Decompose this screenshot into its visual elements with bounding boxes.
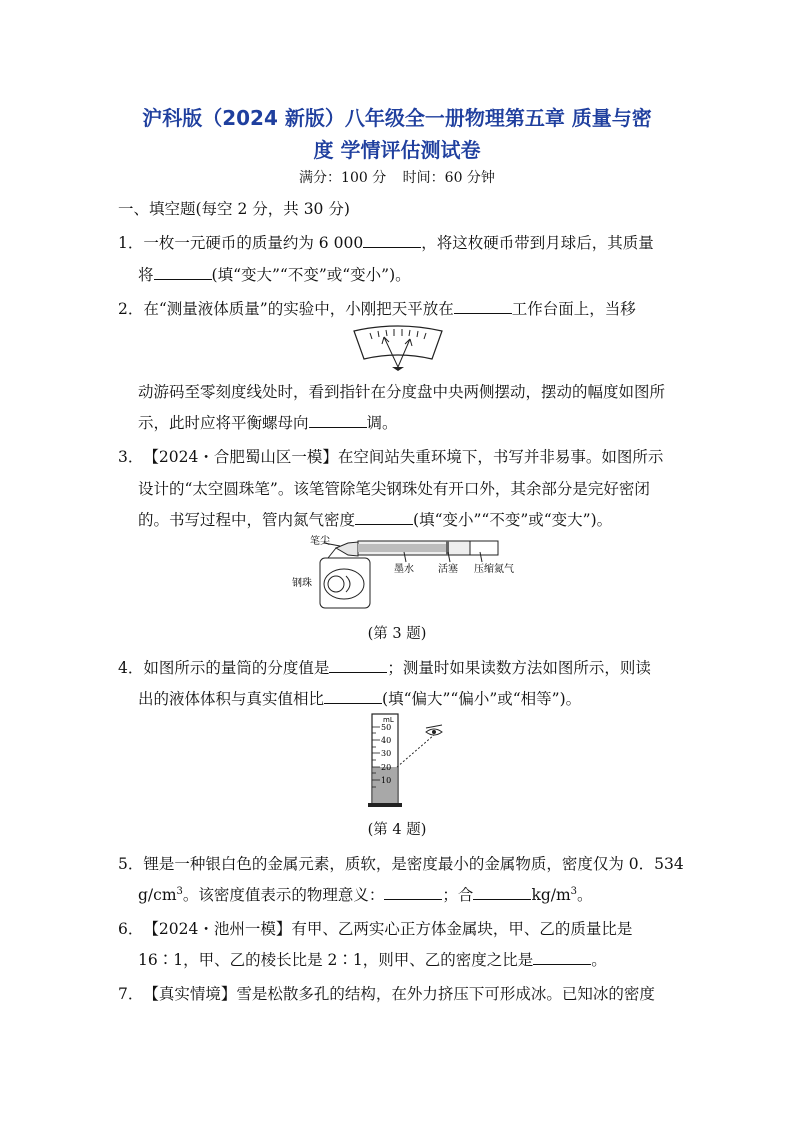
answer-blank[interactable] xyxy=(309,413,367,428)
question-7-text-a: 【真实情境】雪是松散多孔的结构，在外力挤压下可形成冰。已知冰的密度 xyxy=(143,985,655,1003)
question-2-line-3 xyxy=(138,411,398,433)
question-5-text-c: ；合 xyxy=(442,886,474,904)
question-4-text-b: ；测量时如果读数方法如图所示，则读 xyxy=(387,659,651,677)
question-1-line-1 xyxy=(118,231,654,253)
question-4-text-a: 如图所示的量筒的分度值是 xyxy=(143,659,330,677)
answer-blank[interactable] xyxy=(154,265,212,280)
unit-label: mL xyxy=(383,716,394,724)
question-2-text-c: 示，此时应将平衡螺母向 xyxy=(138,414,309,432)
exam-title xyxy=(110,102,684,166)
nitrogen-label: 压缩氮气 xyxy=(474,564,514,575)
tick-label: 10 xyxy=(381,776,392,785)
tick-label: 20 xyxy=(381,763,392,772)
answer-blank[interactable] xyxy=(324,689,382,704)
question-6-line-2 xyxy=(138,948,607,970)
answer-blank[interactable] xyxy=(329,658,387,673)
question-3-number: 3． xyxy=(118,448,144,466)
answer-blank[interactable] xyxy=(533,950,591,965)
question-4-line-1 xyxy=(118,656,651,678)
question-2-text-a: 在“测量液体质量”的实验中，小刚把天平放在 xyxy=(143,300,454,318)
question-2-number: 2． xyxy=(118,300,144,318)
superscript: 3 xyxy=(176,885,183,897)
tick-label: 30 xyxy=(381,749,392,758)
graduated-cylinder-figure xyxy=(364,712,450,808)
question-3-line-1 xyxy=(118,445,663,467)
question-5-number: 5． xyxy=(118,855,144,873)
question-1-text-d: (填“变大”“不变”或“变小”)。 xyxy=(211,266,411,284)
pen-tip-label: 笔尖 xyxy=(310,536,330,547)
answer-blank[interactable] xyxy=(363,233,421,248)
question-5-text-b: 。该密度值表示的物理意义： xyxy=(182,886,385,904)
question-3-line-2: 设计的“太空圆珠笔”。该笔管除笔尖钢珠处有开口外，其余部分是完好密闭 xyxy=(138,480,650,498)
question-2-text-b: 工作台面上，当移 xyxy=(511,300,636,318)
question-6-text-b: 16∶1，甲、乙的棱长比是 2∶1，则甲、乙的密度之比是 xyxy=(138,951,534,969)
question-5-line-2 xyxy=(138,883,593,905)
question-5-line-1 xyxy=(118,852,684,874)
time-limit: 时间：60 分钟 xyxy=(402,170,495,186)
answer-blank[interactable] xyxy=(355,510,413,525)
question-7-line-1 xyxy=(118,982,655,1004)
figure-4-caption: (第 4 题) xyxy=(367,822,427,838)
question-3-text-c: (填“变小”“不变”或“变大”)。 xyxy=(413,511,613,529)
title-line-2: 度 学情评估测试卷 xyxy=(313,138,481,162)
question-1-text-c: 将 xyxy=(138,266,154,284)
steel-ball-label: 钢珠 xyxy=(292,578,312,589)
ink-label: 墨水 xyxy=(394,564,414,575)
question-7-number: 7． xyxy=(118,985,144,1003)
question-6-text-a: 【2024・池州一模】有甲、乙两实心正方体金属块，甲、乙的质量比是 xyxy=(143,920,633,938)
figure-3-caption: (第 3 题) xyxy=(367,626,427,642)
space-pen-figure xyxy=(288,534,528,614)
tick-label: 40 xyxy=(381,736,392,745)
superscript: 3 xyxy=(570,885,578,897)
question-5-unit-a: g/cm xyxy=(138,886,177,904)
question-2-text-d: 调。 xyxy=(366,414,398,432)
full-score: 满分：100 分 xyxy=(299,170,387,186)
question-1-text-b: ，将这枚硬币带到月球后，其质量 xyxy=(421,234,654,252)
section-heading: 一、填空题(每空 2 分，共 30 分) xyxy=(118,200,350,218)
tick-label: 50 xyxy=(381,723,392,732)
question-4-text-d: (填“偏大”“偏小”或“相等”)。 xyxy=(382,690,582,708)
question-3-text-b: 的。书写过程中，管内氮气密度 xyxy=(138,511,356,529)
question-1-line-2 xyxy=(138,263,411,285)
question-6-text-c: 。 xyxy=(591,951,607,969)
question-2-line-2: 动游码至零刻度线处时，看到指针在分度盘中央两侧摆动，摆动的幅度如图所 xyxy=(138,383,666,401)
question-5-unit-b: kg/m xyxy=(531,886,571,904)
answer-blank[interactable] xyxy=(473,885,531,900)
question-3-line-3 xyxy=(138,508,612,530)
balance-scale-figure xyxy=(348,323,448,373)
question-5-text-a: 锂是一种银白色的金属元素，质软，是密度最小的金属物质，密度仅为 0．534 xyxy=(143,855,684,873)
answer-blank[interactable] xyxy=(384,885,442,900)
question-1-number: 1． xyxy=(118,234,144,252)
question-4-line-2 xyxy=(138,687,581,709)
question-2-line-1 xyxy=(118,297,636,319)
exam-meta xyxy=(0,167,794,187)
question-5-text-d: 。 xyxy=(577,886,593,904)
question-4-number: 4． xyxy=(118,659,144,677)
title-line-1: 沪科版（2024 新版）八年级全一册物理第五章 质量与密 xyxy=(142,106,652,130)
answer-blank[interactable] xyxy=(454,299,512,314)
question-3-text-a: 【2024・合肥蜀山区一模】在空间站失重环境下，书写并非易事。如图所示 xyxy=(143,448,664,466)
question-1-text-a: 一枚一元硬币的质量约为 6 000 xyxy=(143,234,364,252)
piston-label: 活塞 xyxy=(438,564,458,575)
question-6-number: 6． xyxy=(118,920,144,938)
question-6-line-1 xyxy=(118,917,632,939)
question-4-text-c: 出的液体体积与真实值相比 xyxy=(138,690,325,708)
